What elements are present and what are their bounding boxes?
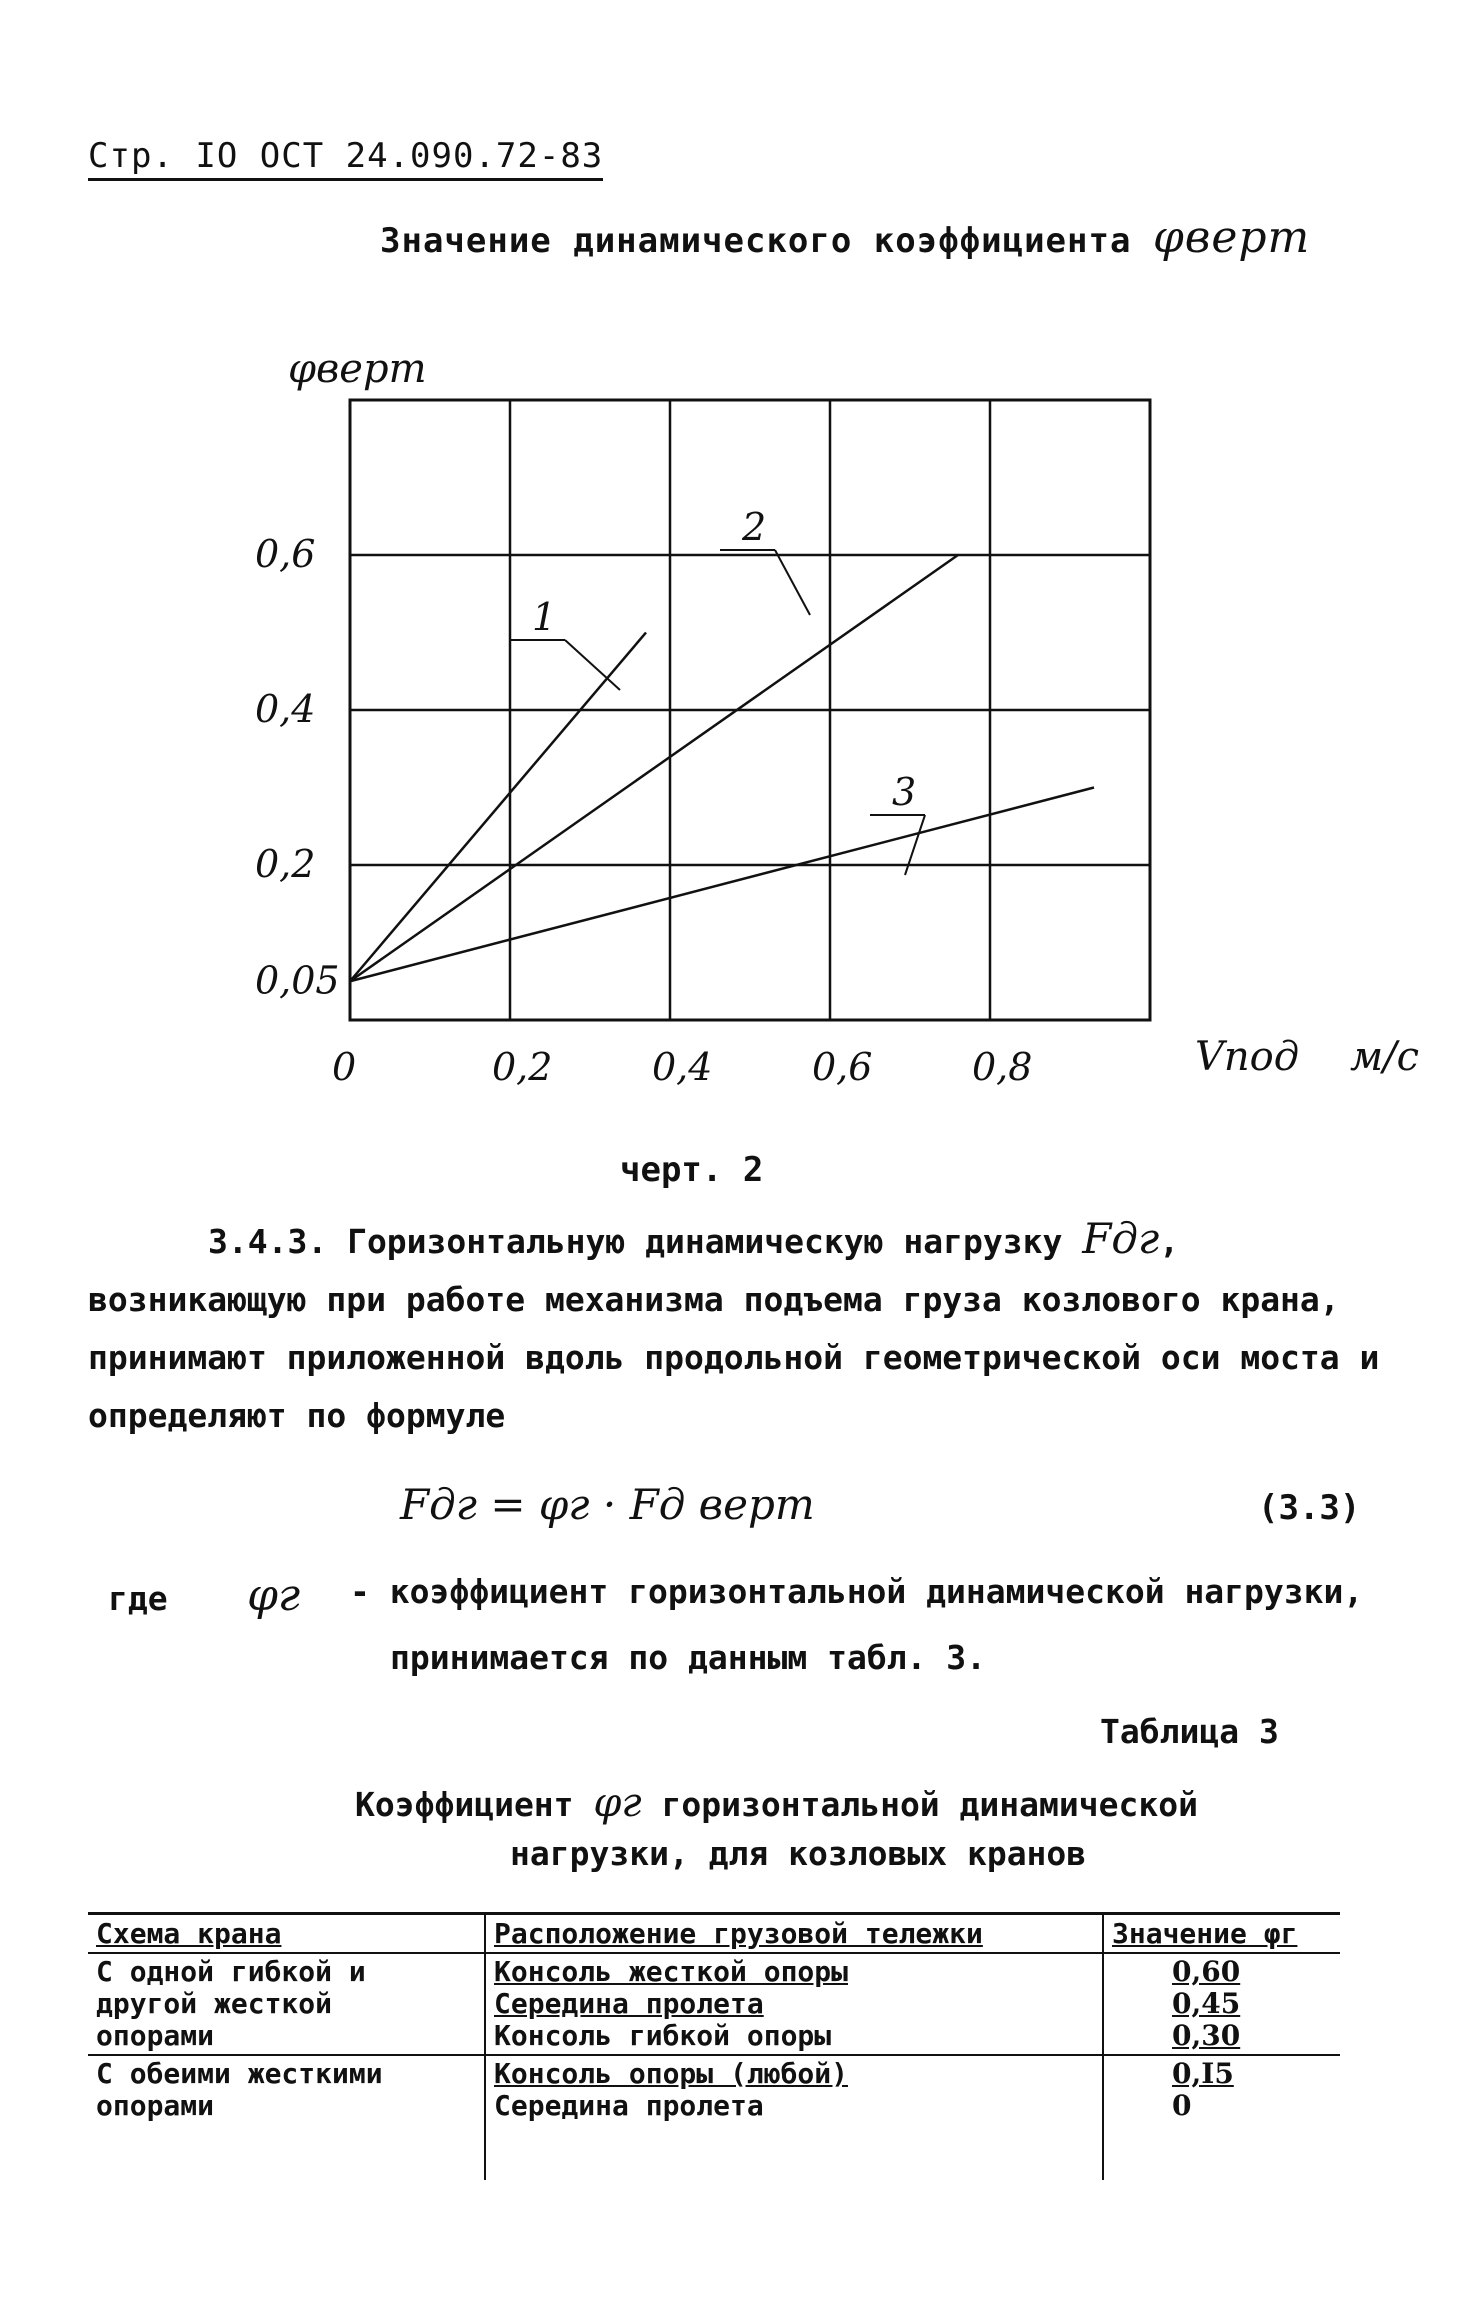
y-tick-label: 0,05 (255, 958, 340, 1003)
scheme-line: опорами (96, 2019, 215, 2052)
scheme-line: С обеими жесткими (96, 2057, 383, 2090)
chart-title-symbol: φверт (1152, 212, 1311, 263)
table-cell-value (1103, 2055, 1340, 2180)
where-clause (108, 1570, 300, 1621)
position-line: Консоль жесткой опоры (494, 1955, 849, 1988)
series-leader (775, 550, 810, 615)
series-line-1 (350, 633, 646, 982)
scheme-line: С одной гибкой и (96, 1955, 366, 1988)
series-leader (565, 640, 620, 690)
paragraph-symbol: Fдг (1082, 1214, 1160, 1263)
y-tick-label: 0,2 (255, 842, 316, 886)
where-word: где (108, 1579, 168, 1618)
coefficient-table (88, 1912, 1340, 2180)
chart-title (380, 212, 1310, 263)
table-caption-line2: нагрузки, для козловых кранов (510, 1834, 1087, 1873)
table-caption-symbol: φг (593, 1780, 642, 1826)
table-header-value: Значение φг (1103, 1914, 1340, 1954)
position-line: Консоль опоры (любой) (494, 2057, 849, 2090)
page-header: Стр. IO ОСТ 24.090.72-83 (88, 136, 603, 181)
y-axis-label: φверт (288, 346, 427, 392)
value-line: 0,30 (1172, 2019, 1241, 2052)
y-tick-label: 0,4 (255, 687, 316, 731)
table-row (88, 2055, 1340, 2180)
value-line: 0,I5 (1172, 2057, 1234, 2090)
series-label-2: 2 (742, 505, 767, 549)
where-description-2: принимается по данным табл. 3. (390, 1638, 987, 1677)
x-axis-unit: м/с (1350, 1034, 1420, 1080)
x-tick-label: 0,8 (972, 1045, 1033, 1089)
y-tick-label: 0,6 (255, 532, 316, 576)
paragraph-text-before: 3.4.3. Горизонтальную динамическую нагрузку (208, 1222, 1063, 1261)
value-line: 0 (1172, 2089, 1192, 2122)
value-line: 0,45 (1172, 1987, 1241, 2020)
table-cell-position (485, 1953, 1103, 2055)
scheme-line: другой жесткой (96, 1987, 333, 2020)
table-caption-before: Коэффициент (355, 1785, 574, 1824)
series-line-3 (350, 788, 1094, 982)
table-header-scheme: Схема крана (88, 1914, 485, 1954)
table-label: Таблица 3 (1100, 1712, 1279, 1751)
table-cell-value (1103, 1953, 1340, 2055)
where-description-1: - коэффициент горизонтальной динамической нагрузки, (350, 1572, 1364, 1611)
paragraph-3-4-3 (88, 1210, 1388, 1445)
series-label-1: 1 (532, 595, 557, 639)
chart-title-text: Значение динамического коэффициента (380, 221, 1132, 261)
table-caption-after: горизонтальной динамической (661, 1785, 1198, 1824)
position-line: Консоль гибкой опоры (494, 2019, 832, 2052)
table-header-position: Расположение грузовой тележки (485, 1914, 1103, 1954)
x-tick-label: 0,2 (492, 1045, 553, 1089)
table-row (88, 1953, 1340, 2055)
x-tick-label: 0 (332, 1045, 357, 1089)
series-label-3: 3 (892, 770, 917, 814)
series-line-2 (350, 555, 958, 981)
table-cell-scheme (88, 1953, 485, 2055)
table-cell-position (485, 2055, 1103, 2180)
chart-caption: черт. 2 (620, 1150, 764, 1190)
where-symbol: φг (247, 1570, 301, 1621)
scheme-line: опорами (96, 2089, 215, 2122)
x-tick-label: 0,6 (812, 1045, 873, 1089)
dynamic-coefficient-chart (0, 330, 1472, 1130)
table-caption-line1 (355, 1780, 1198, 1826)
paragraph-text-after: , возникающую при работе механизма подъема груза козлового крана, принимают приложенной вдоль продольной геометрической оси моста и определяют по формуле (88, 1222, 1380, 1435)
value-line: 0,60 (1172, 1955, 1241, 1988)
x-tick-label: 0,4 (652, 1045, 713, 1089)
table-header-row (88, 1914, 1340, 1954)
x-axis-label: Vпод (1195, 1034, 1300, 1080)
table-cell-scheme (88, 2055, 485, 2180)
formula-expression: Fдг = φг · Fд верт (400, 1480, 815, 1529)
position-line: Середина пролета (494, 1987, 764, 2020)
formula-number: (3.3) (1258, 1488, 1361, 1528)
position-line: Середина пролета (494, 2089, 764, 2122)
